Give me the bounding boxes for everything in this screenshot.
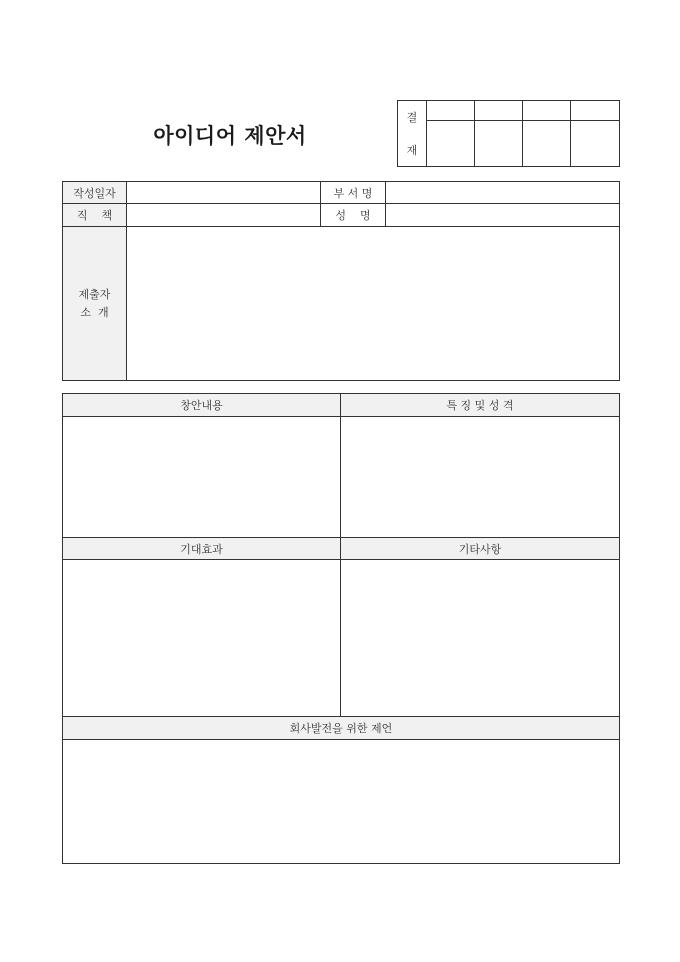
- idea-content-field[interactable]: [63, 417, 341, 538]
- idea-content-header: 창안내용: [63, 394, 341, 417]
- expected-effect-header: 기대효과: [63, 538, 341, 560]
- submitter-intro-label: [63, 227, 127, 381]
- submitter-info-table: [62, 181, 620, 381]
- name-field[interactable]: [386, 204, 620, 227]
- expected-effect-field[interactable]: [63, 560, 341, 717]
- other-notes-field[interactable]: [341, 560, 620, 717]
- approval-sign-cell-4[interactable]: [571, 121, 620, 167]
- approval-sign-cell-3[interactable]: [523, 121, 571, 167]
- approval-label-top: 결: [406, 111, 418, 125]
- features-header: 특 징 및 성 격: [341, 394, 620, 417]
- proposal-header: 회사발전을 위한 제언: [63, 717, 620, 740]
- approval-label-bottom: 재: [406, 143, 418, 157]
- position-field[interactable]: [127, 204, 321, 227]
- date-label: 작성일자: [63, 182, 127, 204]
- approval-sign-cell-2[interactable]: [475, 121, 523, 167]
- approval-box: [397, 100, 620, 167]
- submitter-intro-label-line2: 소 개: [80, 305, 109, 319]
- approval-title-cell-2[interactable]: [475, 101, 523, 121]
- position-label: 직 책: [63, 204, 127, 227]
- approval-title-cell-4[interactable]: [571, 101, 620, 121]
- name-label: 성 명: [321, 204, 386, 227]
- approval-sign-cell-1[interactable]: [427, 121, 475, 167]
- approval-title-cell-3[interactable]: [523, 101, 571, 121]
- page-title: 아이디어 제안서: [153, 124, 307, 148]
- proposal-field[interactable]: [63, 740, 620, 864]
- date-field[interactable]: [127, 182, 321, 204]
- other-notes-header: 기타사항: [341, 538, 620, 560]
- department-field[interactable]: [386, 182, 620, 204]
- features-field[interactable]: [341, 417, 620, 538]
- department-label: 부 서 명: [321, 182, 386, 204]
- approval-label: [398, 101, 427, 167]
- submitter-intro-field[interactable]: [127, 227, 620, 381]
- approval-title-cell-1[interactable]: [427, 101, 475, 121]
- submitter-intro-label-line1: 제출자: [78, 287, 111, 301]
- idea-content-table: [62, 393, 620, 864]
